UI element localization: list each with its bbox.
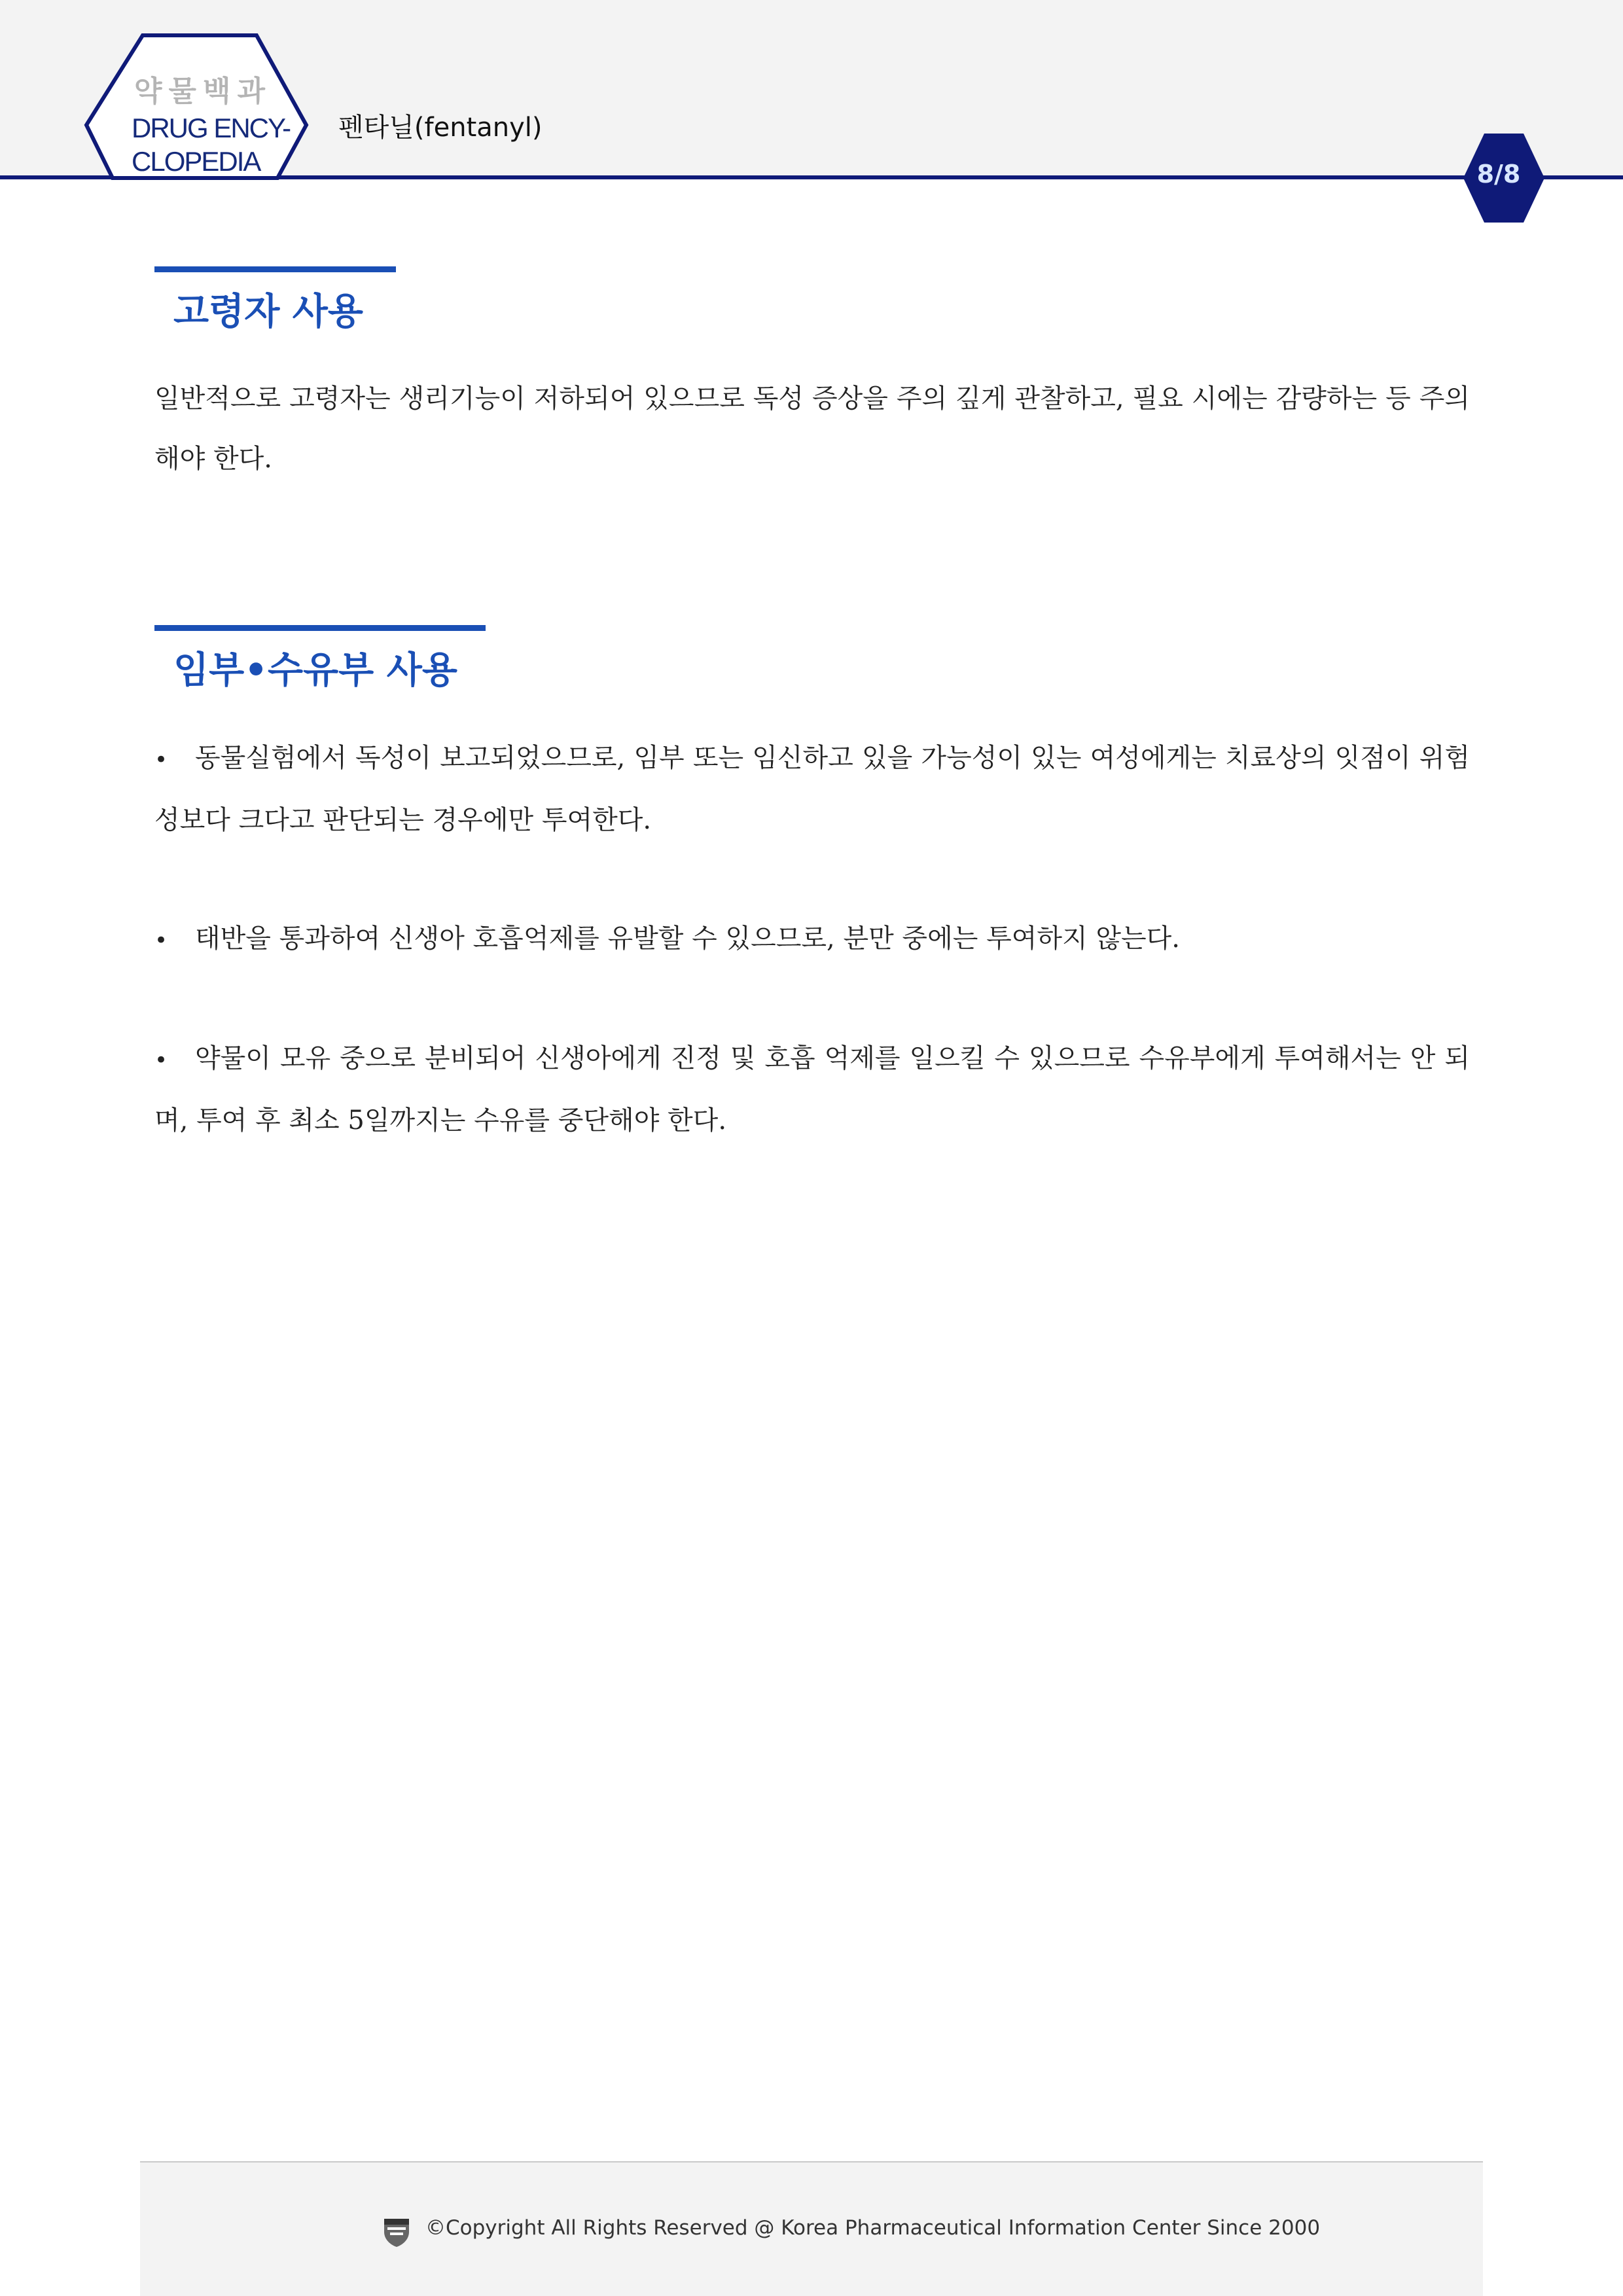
logo-english-line2: CLOPEDIA xyxy=(132,146,260,177)
shield-icon xyxy=(382,2216,412,2248)
logo-korean: 약물백과 xyxy=(134,75,272,108)
bullet-item: • 동물실험에서 독성이 보고되었으므로, 임부 또는 임신하고 있을 가능성이 있는 여성에게는 치료상의 잇점이 위험성보다 크다고 판단되는 경우에만 투여한다. xyxy=(154,728,1470,850)
section-underline-pregnancy xyxy=(154,625,486,631)
logo-english xyxy=(132,111,328,178)
logo-english-line1: DRUG ENCY- xyxy=(132,113,291,143)
bullet-item: • 태반을 통과하여 신생아 호흡억제를 유발할 수 있으므로, 분만 중에는 투여하지 않는다. xyxy=(154,908,1470,971)
paragraph-elderly: 일반적으로 고령자는 생리기능이 저하되어 있으므로 독성 증상을 주의 깊게 관찰하고, 필요 시에는 감량하는 등 주의해야 한다. xyxy=(154,384,1470,474)
section-title-elderly: 고령자 사용 xyxy=(173,291,363,333)
bullet-item: • 약물이 모유 중으로 분비되어 신생아에게 진정 및 호흡 억제를 일으킬 수 있으므로 수유부에게 투여해서는 안 되며, 투여 후 최소 5일까지는 수유를 중단해야 한다. xyxy=(154,1028,1470,1151)
footer-copyright: ©Copyright All Rights Reserved @ Korea Pharmaceutical Information Center Since 2000 xyxy=(425,2216,1321,2240)
section-title-pregnancy: 임부•수유부 사용 xyxy=(173,649,457,692)
document-title: 펜타닐(fentanyl) xyxy=(338,113,543,143)
page-indicator: 8/8 xyxy=(1476,160,1521,188)
section-underline-elderly xyxy=(154,266,396,272)
